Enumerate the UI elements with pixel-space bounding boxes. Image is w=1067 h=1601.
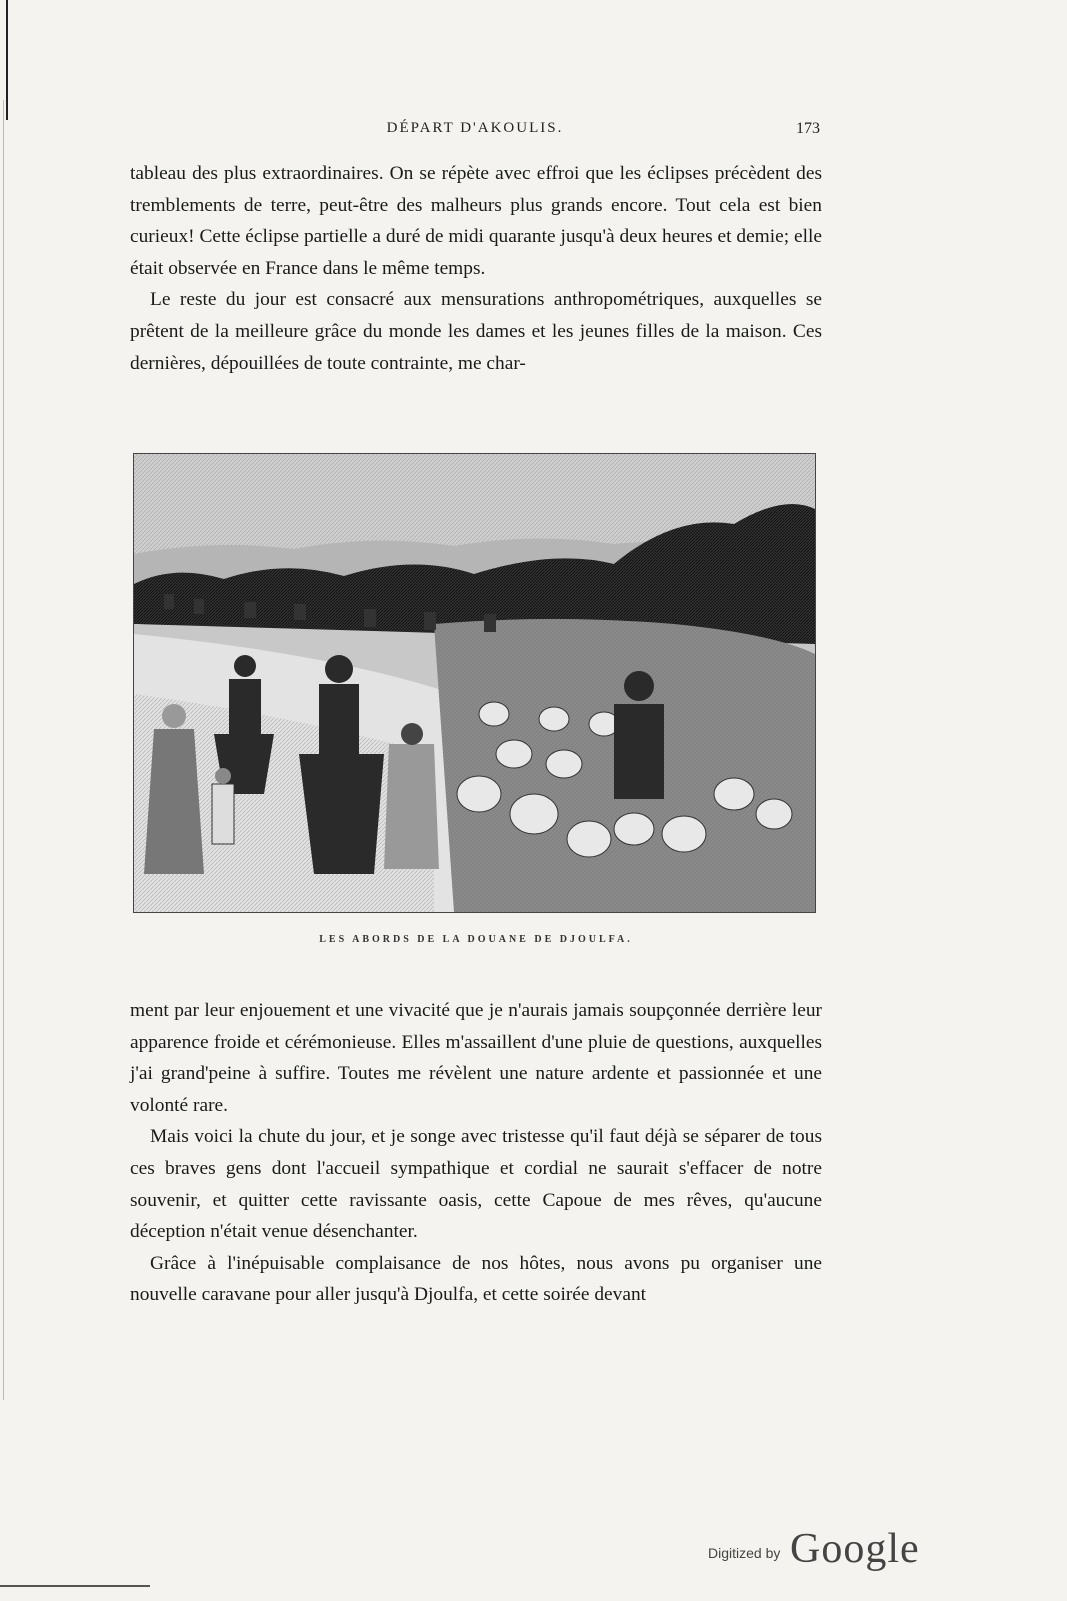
paragraph: Mais voici la chute du jour, et je songe avec tristesse qu'il faut déjà se séparer de tous ces braves gens dont l'accueil sympathique et cordial ne saurait s'effacer de notre souvenir, et quitter cette ravissante oasis, cette Capoue de mes rêves, qu'aucune déception n'était venue désenchanter. [130, 1126, 822, 1243]
page-number: 173 [796, 120, 820, 137]
page-gutter-line [3, 100, 4, 1400]
page-bottom-mark [0, 1585, 150, 1587]
digitized-label: Digitized by [708, 1545, 781, 1561]
text-block-bottom [130, 995, 822, 1311]
engraving-drawing [134, 454, 815, 912]
engraving-illustration [133, 453, 816, 913]
page-edge-mark [6, 0, 8, 120]
paragraph: Le reste du jour est consacré aux mensurations anthropométriques, auxquelles se prêtent de la meilleure grâce du monde les dames et les jeunes filles de la maison. Ces dernières, dépouillées de toute contrainte, me char- [130, 289, 822, 374]
paragraph: Grâce à l'inépuisable complaisance de nos hôtes, nous avons pu organiser une nouvelle caravane pour aller jusqu'à Djoulfa, et cette soirée devant [130, 1252, 822, 1306]
paragraph: tableau des plus extraordinaires. On se répète avec effroi que les éclipses précèdent des tremblements de terre, peut-être des malheurs plus grands encore. Tout cela est bien curieux! Cette éclipse partielle a duré de midi quarante jusqu'à deux heures et demie; elle était observée en France dans le même temps. [130, 163, 822, 279]
text-block-top [130, 158, 822, 379]
figure-caption: LES ABORDS DE LA DOUANE DE DJOULFA. [319, 934, 633, 945]
google-watermark [708, 1525, 928, 1573]
running-title: DÉPART D'AKOULIS. [386, 120, 564, 136]
paragraph: ment par leur enjouement et une vivacité que je n'aurais jamais soupçonnée derrière leur apparence froide et cérémonieuse. Elles m'assaillent d'une pluie de questions, auxquelles j'ai grand'peine à suffire. Toutes me révèlent une nature ardente et passionnée et une volonté rare. [130, 1000, 822, 1116]
running-head [130, 120, 820, 142]
google-logo: Google [790, 1526, 920, 1572]
